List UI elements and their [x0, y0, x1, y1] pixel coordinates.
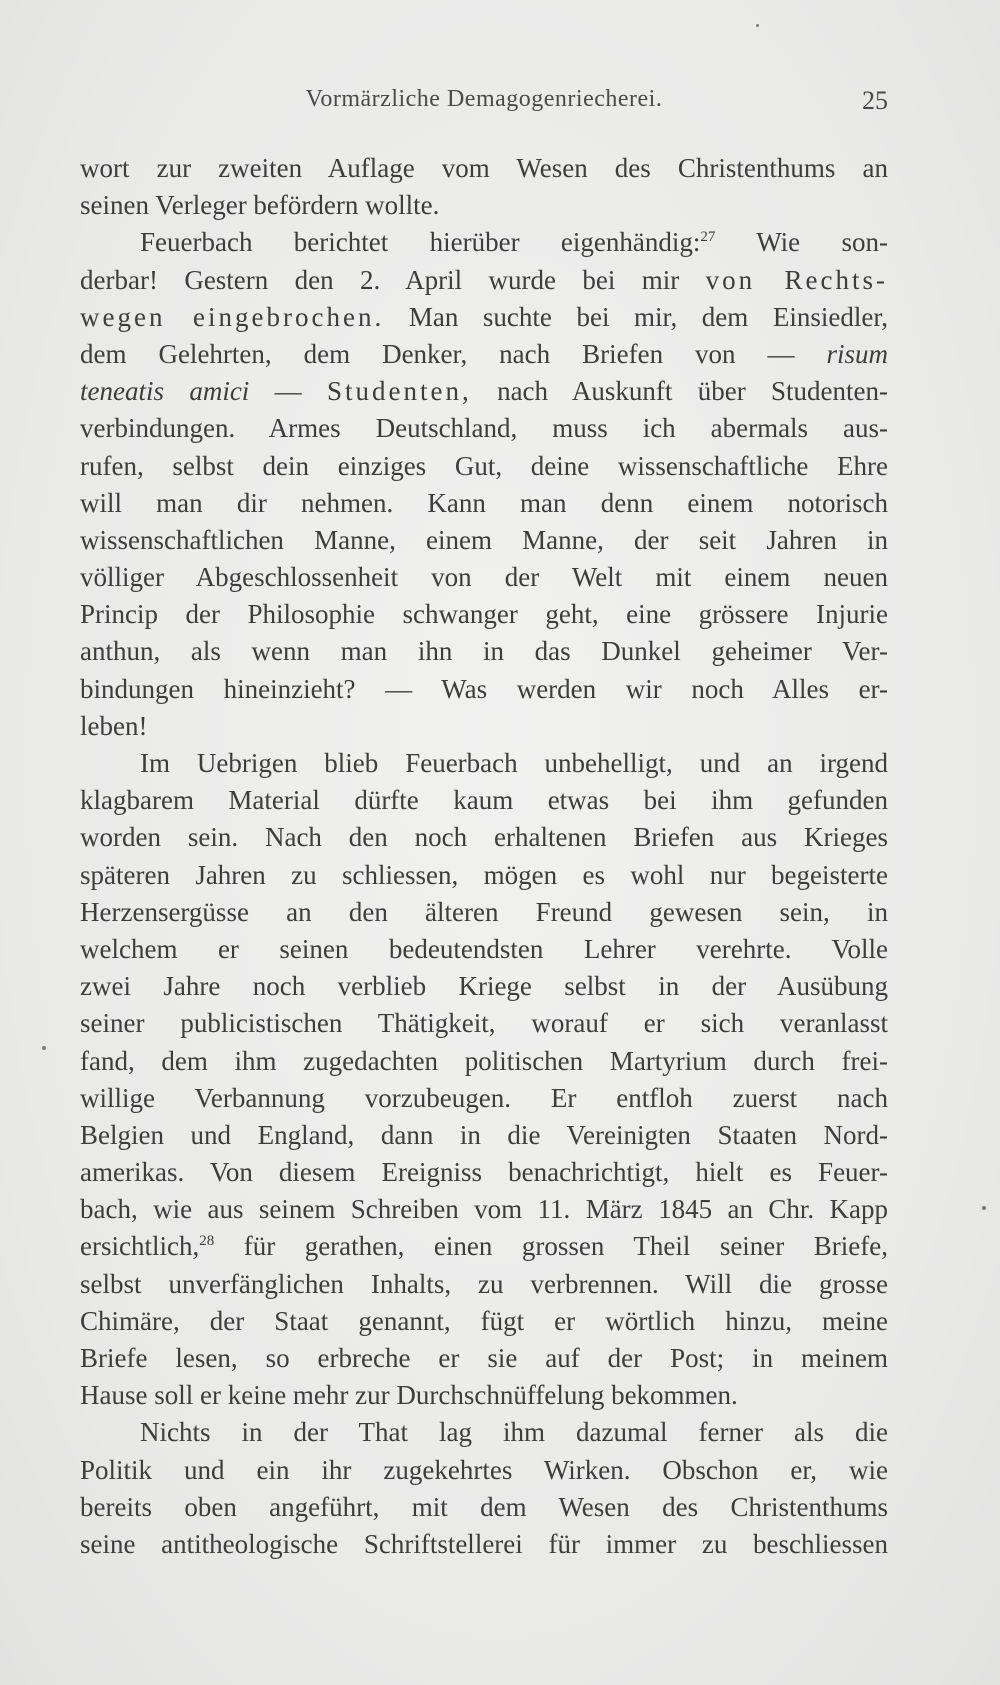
text-segment: welchem er seinen bedeutendsten Lehrer verehrte. Volle	[80, 933, 888, 964]
text-line	[80, 596, 888, 633]
text-line	[80, 485, 888, 522]
text-line	[80, 1117, 888, 1154]
text-line	[80, 1228, 888, 1265]
text-segment: Man suchte bei mir, dem Einsiedler,	[384, 301, 888, 332]
text-line	[80, 819, 888, 856]
text-line	[80, 1414, 888, 1451]
text-segment: anthun, als wenn man ihn in das Dunkel geheimer Ver-	[80, 636, 888, 667]
text-line	[80, 1191, 888, 1228]
text-segment: Nichts in der That lag ihm dazumal ferner als die	[140, 1417, 888, 1448]
text-segment: will man dir nehmen. Kann man denn einem notorisch	[80, 487, 888, 518]
text-line	[80, 410, 888, 447]
text-segment: nach Auskunft über Studenten-	[471, 376, 888, 407]
text-line	[80, 299, 888, 336]
scan-speck	[42, 1046, 46, 1050]
text-line	[80, 894, 888, 931]
text-line	[80, 522, 888, 559]
text-line	[80, 708, 888, 745]
page-number: 25	[862, 86, 888, 115]
text-segment: leben!	[80, 710, 148, 741]
text-segment: bach, wie aus seinem Schreiben vom 11. März 1845 an Chr. Kapp	[80, 1194, 888, 1225]
text-segment: Briefe lesen, so erbreche er sie auf der Post; in meinem	[80, 1343, 888, 1373]
text-segment: Herzensergüsse an den älteren Freund gewesen sein, in	[80, 896, 888, 927]
text-segment: wegen eingebrochen.	[80, 301, 385, 332]
text-segment: Wie son-	[715, 227, 888, 258]
text-segment: selbst unverfänglichen Inhalts, zu verbrennen. Will die grosse	[80, 1268, 888, 1299]
text-segment: seine antitheologische Schriftstellerei für immer zu beschliessen	[80, 1528, 888, 1559]
text-segment: dem Gelehrten, dem Denker, nach Briefen von —	[80, 338, 827, 369]
text-line	[80, 671, 888, 708]
text-line	[80, 782, 888, 819]
text-line	[80, 262, 888, 299]
text-line	[80, 1005, 888, 1042]
text-line	[80, 1340, 888, 1377]
text-line	[80, 150, 888, 187]
text-line	[80, 968, 888, 1005]
text-line	[80, 633, 888, 670]
text-segment: wissenschaftlichen Manne, einem Manne, der seit Jahren in	[80, 524, 888, 555]
text-line	[80, 336, 888, 373]
text-segment: derbar! Gestern den 2. April wurde bei mir	[80, 264, 706, 295]
text-segment: Feuerbach berichtet hierüber eigenhändig:	[140, 227, 701, 258]
text-line	[80, 559, 888, 596]
text-segment: Princip der Philosophie schwanger geht, eine grössere Injurie	[80, 599, 888, 630]
text-segment: willige Verbannung vorzubeugen. Er entfloh zuerst nach	[80, 1082, 888, 1113]
text-segment: bereits oben angeführt, mit dem Wesen des Christenthums	[80, 1491, 888, 1522]
running-title: Vormärzliche Demagogenriecherei.	[305, 86, 663, 112]
text-line	[80, 931, 888, 968]
text-segment: Studenten,	[326, 376, 472, 407]
text-line	[80, 1080, 888, 1117]
text-line	[80, 745, 888, 782]
text-segment: von Rechts-	[705, 264, 888, 295]
text-line	[80, 448, 888, 485]
text-segment: Im Uebrigen blieb Feuerbach unbehelligt, und an irgend	[140, 748, 888, 778]
text-segment: verbindungen. Armes Deutschland, muss ich abermals aus-	[80, 413, 888, 444]
text-line	[80, 1266, 888, 1303]
text-segment: risum	[826, 338, 888, 369]
text-segment: worden sein. Nach den noch erhaltenen Briefen aus Krieges	[80, 822, 888, 853]
text-segment: rufen, selbst dein einziges Gut, deine wissenschaftliche Ehre	[80, 450, 888, 481]
text-segment: wort zur zweiten Auflage vom Wesen des Christenthums an	[80, 153, 888, 183]
text-segment: klagbarem Material dürfte kaum etwas bei ihm gefunden	[80, 785, 888, 816]
text-segment: völliger Abgeschlossenheit von der Welt mit einem neuen	[80, 562, 888, 593]
text-segment: seinen Verleger befördern wollte.	[80, 190, 440, 221]
text-segment: amerikas. Von diesem Ereigniss benachrichtigt, hielt es Feuer-	[80, 1157, 888, 1188]
text-line	[80, 1303, 888, 1340]
text-segment: Belgien und England, dann in die Vereinigten Staaten Nord-	[80, 1119, 888, 1150]
text-segment: Chimäre, der Staat genannt, fügt er wörtlich hinzu, meine	[80, 1305, 888, 1336]
text-segment: bindungen hineinzieht? — Was werden wir noch Alles er-	[80, 673, 888, 704]
text-line	[80, 224, 888, 261]
text-line	[80, 373, 888, 410]
text-line	[80, 1154, 888, 1191]
footnote-ref: 27	[700, 229, 716, 246]
text-segment: seiner publicistischen Thätigkeit, worauf er sich veranlasst	[80, 1008, 888, 1039]
text-segment: für gerathen, einen grossen Theil seiner Briefe,	[214, 1231, 888, 1262]
text-line	[80, 1489, 888, 1526]
text-line	[80, 187, 888, 224]
scan-speck	[756, 24, 759, 27]
text-segment: teneatis amici	[80, 376, 250, 407]
scan-speck	[982, 1206, 986, 1210]
footnote-ref: 28	[199, 1233, 215, 1250]
text-line	[80, 1526, 888, 1563]
text-segment: späteren Jahren zu schliessen, mögen es wohl nur begeisterte	[80, 859, 888, 890]
text-line	[80, 1377, 888, 1414]
text-segment: Politik und ein ihr zugekehrtes Wirken. Obschon er, wie	[80, 1454, 888, 1485]
text-segment: fand, dem ihm zugedachten politischen Martyrium durch frei-	[80, 1045, 888, 1076]
text-segment: —	[249, 376, 327, 407]
page-body-text	[80, 150, 888, 1563]
text-segment: Hause soll er keine mehr zur Durchschnüffelung bekommen.	[80, 1380, 738, 1411]
text-line	[80, 1452, 888, 1489]
text-line	[80, 857, 888, 894]
page-header	[80, 86, 888, 120]
text-line	[80, 1043, 888, 1080]
text-segment: ersichtlich,	[80, 1231, 200, 1262]
text-segment: zwei Jahre noch verblieb Kriege selbst in der Ausübung	[80, 971, 888, 1002]
